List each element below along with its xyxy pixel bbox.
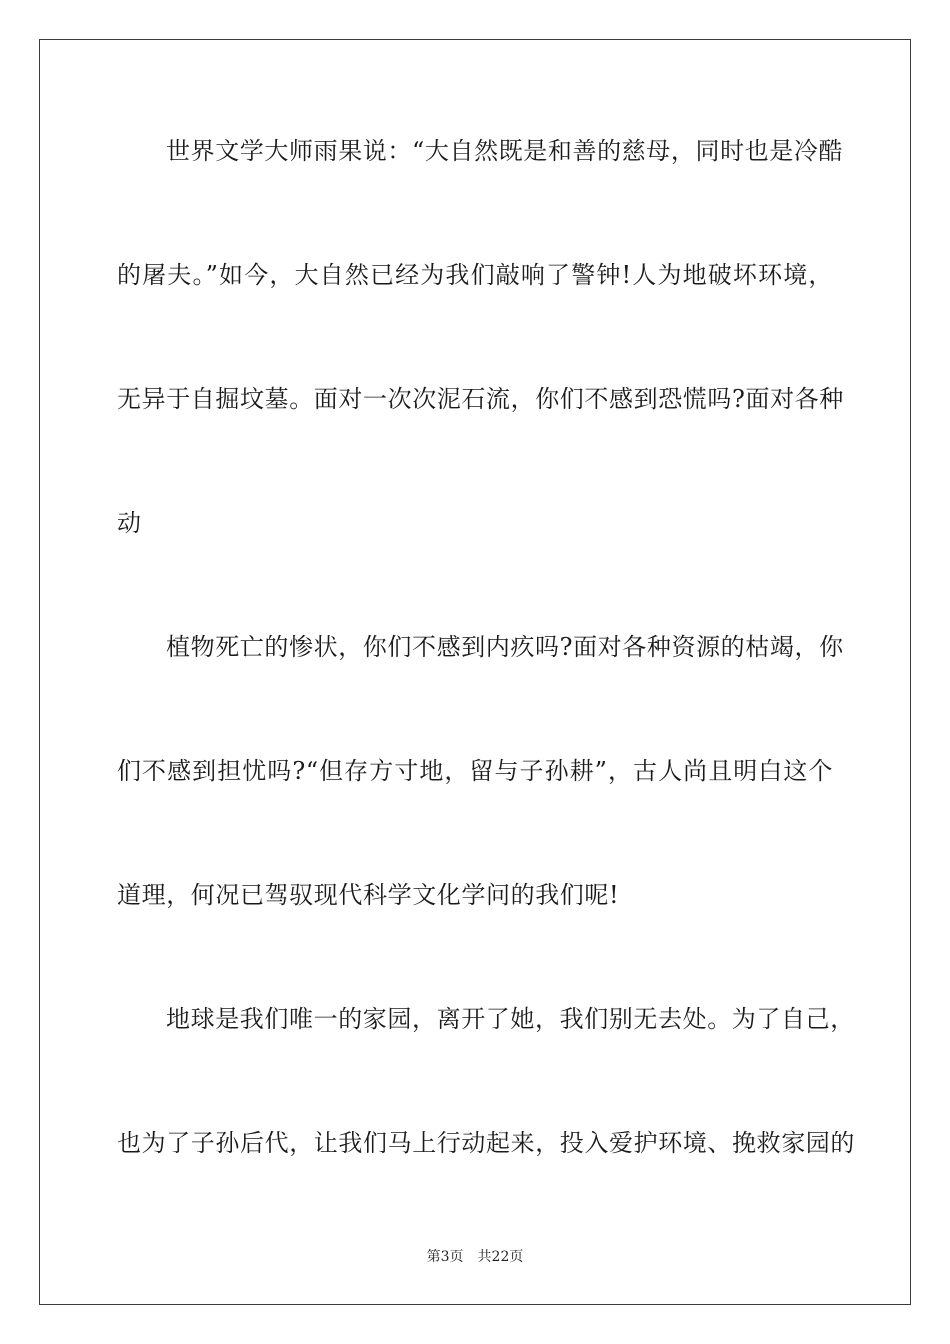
page-total: 共22页 [477, 1249, 524, 1265]
page-number: 第3页 [426, 1249, 464, 1265]
text-line-2: 的屠夫。”如今，大自然已经为我们敲响了警钟!人为地破坏环境， [117, 261, 833, 289]
text-line-1: 世界文学大师雨果说：“大自然既是和善的慈母，同时也是冷酷 [166, 137, 844, 165]
text-line-3: 无异于自掘坟墓。面对一次次泥石流，你们不感到恐慌吗?面对各种 [117, 385, 844, 413]
text-line-8: 地球是我们唯一的家园，离开了她，我们别无去处。为了自己， [166, 1005, 855, 1033]
text-line-4: 动 [117, 509, 142, 537]
text-line-7: 道理，何况已驾驭现代科学文化学问的我们呢! [117, 881, 620, 909]
page-border [39, 39, 911, 1305]
page-footer [0, 1248, 950, 1266]
text-line-6: 们不感到担忧吗?“但存方寸地，留与子孙耕”，古人尚且明白这个 [117, 757, 833, 785]
text-line-9: 也为了子孙后代，让我们马上行动起来，投入爱护环境、挽救家园的 [117, 1129, 855, 1157]
text-line-5: 植物死亡的惨状，你们不感到内疚吗?面对各种资源的枯竭，你 [166, 633, 844, 661]
